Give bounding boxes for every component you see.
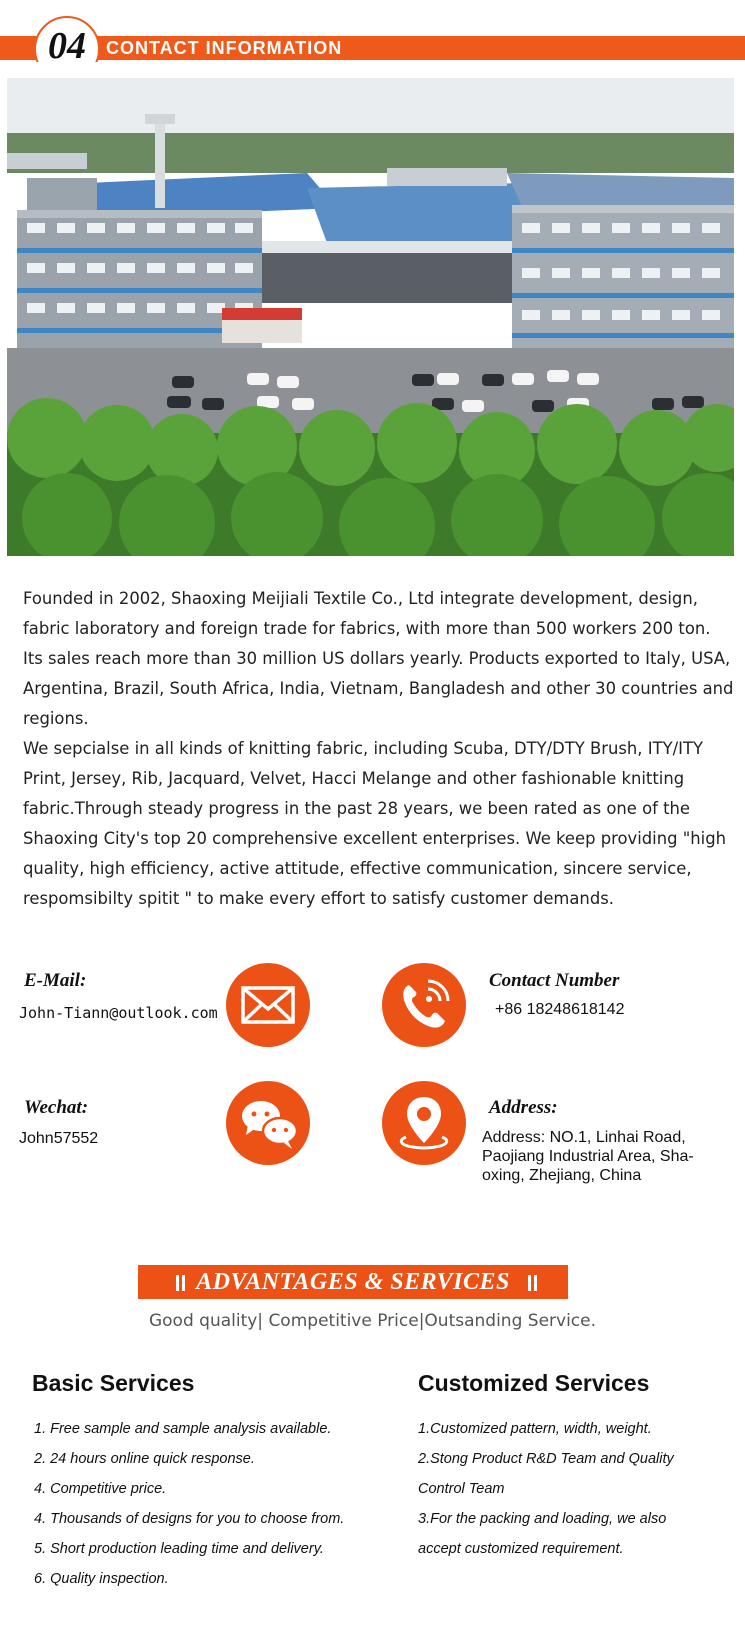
address-line-2: Paojiang Industrial Area, Sha- <box>482 1148 694 1165</box>
list-item: 1.Customized pattern, width, weight. <box>418 1421 652 1437</box>
list-item: 5. Short production leading time and delivery. <box>34 1541 324 1557</box>
list-item: 6. Quality inspection. <box>34 1571 169 1587</box>
basic-services-list <box>34 1414 344 1594</box>
list-item: Control Team <box>418 1481 505 1497</box>
address-line-3: oxing, Zhejiang, China <box>482 1167 642 1184</box>
address-icon-circle <box>382 1081 466 1165</box>
list-item: 3.For the packing and loading, we also <box>418 1511 667 1527</box>
basic-services-heading: Basic Services <box>32 1370 195 1396</box>
address-label: Address: <box>489 1097 558 1118</box>
company-intro <box>23 584 735 914</box>
phone-label: Contact Number <box>489 970 620 991</box>
section-title: CONTACT INFORMATION <box>106 38 343 58</box>
wechat-label: Wechat: <box>24 1097 89 1118</box>
advantages-title: ADVANTAGES & SERVICES <box>196 1269 510 1295</box>
phone-icon-circle <box>382 963 466 1047</box>
email-icon-circle <box>226 963 310 1047</box>
factory-photo <box>7 78 734 556</box>
wechat-icon-circle <box>226 1081 310 1165</box>
email-label: E-Mail: <box>24 970 87 991</box>
advantages-subtitle: Good quality| Competitive Price|Outsanding Service. <box>148 1311 597 1331</box>
address-value <box>482 1128 694 1185</box>
factory-photo-illustration <box>7 78 734 556</box>
phone-icon <box>382 963 466 1047</box>
customized-services-heading: Customized Services <box>418 1370 650 1396</box>
list-item: 2.Stong Product R&D Team and Quality <box>418 1451 674 1467</box>
envelope-icon <box>226 963 310 1047</box>
phone-value[interactable]: +86 18248618142 <box>495 1001 625 1018</box>
wechat-value[interactable]: John57552 <box>19 1130 99 1147</box>
intro-paragraph-2: We sepcialse in all kinds of knitting fabric, including Scuba, DTY/DTY Brush, ITY/ITY Print, Jersey, Rib, Jacquard, Velvet, Hacci Melange and other fashionable knitting fabric.Through steady progress in the past 28 years, we been rated as one of the Shaoxing City's top 20 comprehensive excellent enterprises. We keep providing "high quality, high efficiency, active attitude, effective communication, sincere service, respomsibilty spitit " to make every effort to satisfy customer demands. <box>23 739 727 908</box>
location-pin-icon <box>382 1081 466 1165</box>
section-number: 04 <box>48 25 86 67</box>
list-item: accept customized requirement. <box>418 1541 624 1557</box>
list-item: 4. Competitive price. <box>34 1481 167 1497</box>
customized-services-list <box>418 1414 674 1564</box>
chat-bubbles-icon <box>226 1081 310 1165</box>
list-item: 1. Free sample and sample analysis available. <box>34 1421 332 1437</box>
address-line-1: Address: NO.1, Linhai Road, <box>482 1129 686 1146</box>
list-item: 2. 24 hours online quick response. <box>34 1451 255 1467</box>
list-item: 4. Thousands of designs for you to choose from. <box>34 1511 345 1527</box>
email-value[interactable]: John-Tiann@outlook.com <box>19 1004 218 1022</box>
intro-paragraph-1: Founded in 2002, Shaoxing Meijiali Textile Co., Ltd integrate development, design, fabric laboratory and foreign trade for fabrics, with more than 500 workers 200 ton. Its sales reach more than 30 million US dollars yearly. Products exported to Italy, USA, Argentina, Brazil, South Africa, India, Vietnam, Bangladesh and other 30 countries and regions. <box>23 589 734 728</box>
